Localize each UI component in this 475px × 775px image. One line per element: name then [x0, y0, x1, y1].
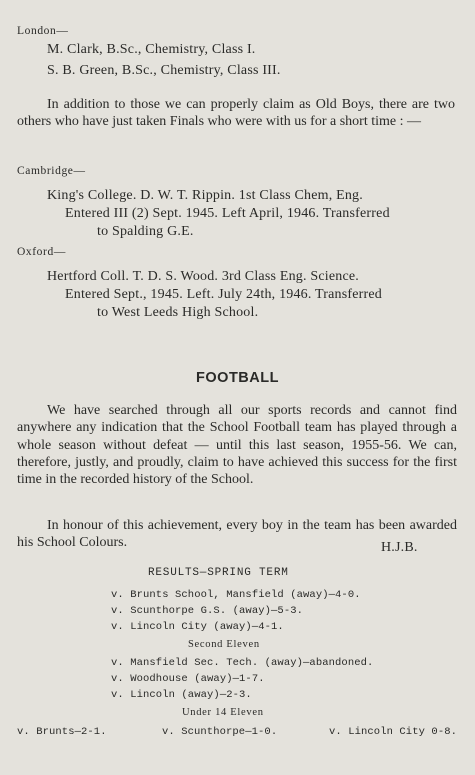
oxford-line-3: to West Leeds High School.: [97, 305, 259, 320]
cambridge-line-2: Entered III (2) Sept. 1945. Left April, 1946. Transferred: [65, 206, 390, 221]
result-u14-3: v. Lincoln City 0-8.: [329, 726, 458, 738]
old-boys-intro: In addition to those we can properly claim as Old Boys, there are two others who have just taken Finals who were with us for a short time : —: [17, 97, 455, 130]
oxford-line-1: Hertford Coll. T. D. S. Wood. 3rd Class Eng. Science.: [47, 269, 359, 284]
cambridge-line-1: King's College. D. W. T. Rippin. 1st Class Chem, Eng.: [47, 188, 363, 203]
result-first-2: v. Scunthorpe G.S. (away)—5-3.: [111, 605, 304, 617]
london-entry-1: M. Clark, B.Sc., Chemistry, Class I.: [47, 42, 256, 57]
result-second-2: v. Woodhouse (away)—1-7.: [111, 673, 265, 685]
london-entry-2: S. B. Green, B.Sc., Chemistry, Class III.: [47, 63, 281, 78]
under14-heading: Under 14 Eleven: [182, 707, 264, 718]
cambridge-line-3: to Spalding G.E.: [97, 224, 194, 239]
london-heading: London—: [17, 25, 69, 37]
second-eleven-heading: Second Eleven: [188, 639, 260, 650]
results-heading: RESULTS—SPRING TERM: [148, 567, 289, 579]
oxford-heading: Oxford—: [17, 246, 66, 258]
signature: H.J.B.: [381, 540, 418, 555]
football-title: FOOTBALL: [196, 370, 279, 386]
result-second-3: v. Lincoln (away)—2-3.: [111, 689, 252, 701]
result-first-1: v. Brunts School, Mansfield (away)—4-0.: [111, 589, 361, 601]
cambridge-heading: Cambridge—: [17, 165, 86, 177]
result-u14-2: v. Scunthorpe—1-0.: [162, 726, 278, 738]
football-paragraph-2: In honour of this achievement, every boy in the team has been awarded his School Colours.: [17, 518, 457, 551]
result-first-3: v. Lincoln City (away)—4-1.: [111, 621, 284, 633]
result-second-1: v. Mansfield Sec. Tech. (away)—abandoned.: [111, 657, 374, 669]
result-u14-1: v. Brunts—2-1.: [17, 726, 107, 738]
oxford-line-2: Entered Sept., 1945. Left. July 24th, 1946. Transferred: [65, 287, 383, 302]
football-paragraph-1: We have searched through all our sports records and cannot find anywhere any indication that the School Football team has played through a whole season without defeat — until this last season, 1955-56. We can, therefore, justly, and proudly, claim to have achieved this success for the first time in the recorded history of the School.: [17, 403, 457, 488]
